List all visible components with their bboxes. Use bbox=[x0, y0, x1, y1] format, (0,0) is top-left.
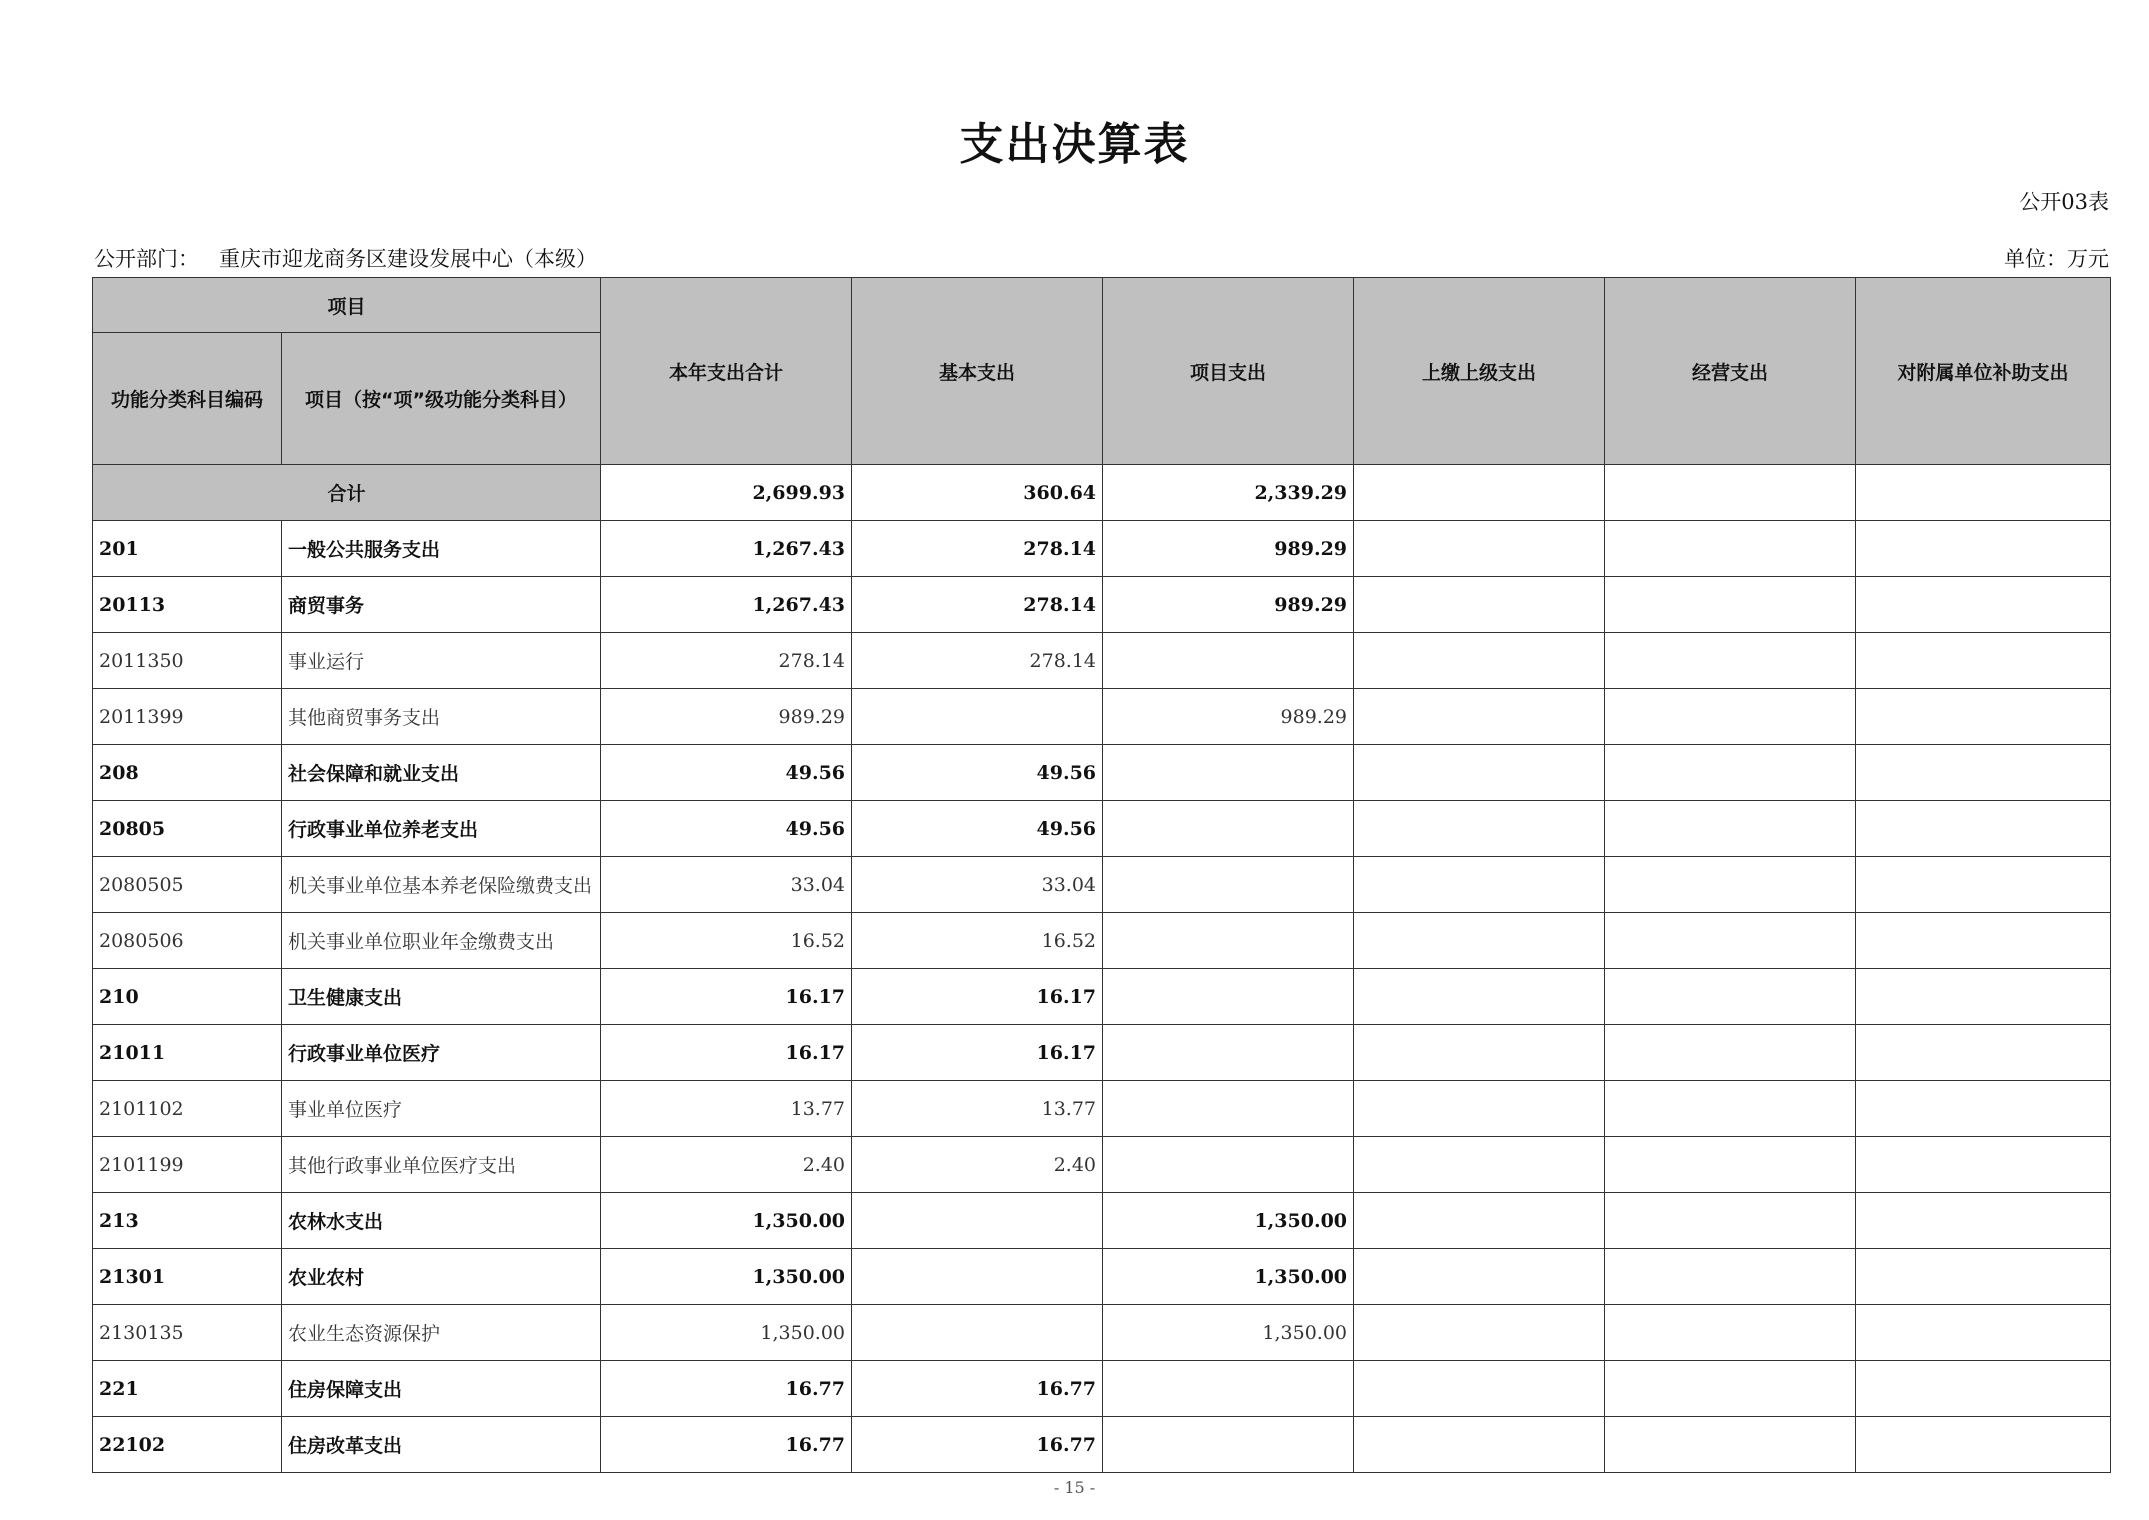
business-cell bbox=[1605, 857, 1856, 913]
department-name: 重庆市迎龙商务区建设发展中心（本级） bbox=[219, 247, 597, 271]
subsidy-cell bbox=[1856, 521, 2111, 577]
total-upper bbox=[1354, 465, 1605, 521]
item-name-cell: 商贸事务 bbox=[282, 577, 601, 633]
upper-cell bbox=[1354, 969, 1605, 1025]
item-name-cell: 住房保障支出 bbox=[282, 1361, 601, 1417]
header-code: 功能分类科目编码 bbox=[93, 333, 282, 465]
total-cell: 49.56 bbox=[601, 745, 852, 801]
page-number: - 15 - bbox=[1053, 1478, 1096, 1497]
business-cell bbox=[1605, 633, 1856, 689]
item-name-cell: 事业运行 bbox=[282, 633, 601, 689]
table-row bbox=[93, 689, 2111, 745]
basic-cell: 278.14 bbox=[852, 577, 1103, 633]
table-row bbox=[93, 1025, 2111, 1081]
table-row bbox=[93, 857, 2111, 913]
project-cell: 989.29 bbox=[1103, 577, 1354, 633]
code-cell: 20805 bbox=[93, 801, 282, 857]
basic-cell bbox=[852, 1249, 1103, 1305]
basic-cell: 16.52 bbox=[852, 913, 1103, 969]
business-cell bbox=[1605, 1249, 1856, 1305]
subsidy-cell bbox=[1856, 577, 2111, 633]
item-name-cell: 农业生态资源保护 bbox=[282, 1305, 601, 1361]
project-cell bbox=[1103, 1361, 1354, 1417]
subsidy-cell bbox=[1856, 1081, 2111, 1137]
basic-cell: 16.17 bbox=[852, 969, 1103, 1025]
code-cell: 2101102 bbox=[93, 1081, 282, 1137]
table-row bbox=[93, 1081, 2111, 1137]
basic-cell bbox=[852, 689, 1103, 745]
total-cell: 16.77 bbox=[601, 1417, 852, 1473]
upper-cell bbox=[1354, 857, 1605, 913]
subsidy-cell bbox=[1856, 1249, 2111, 1305]
subsidy-cell bbox=[1856, 1193, 2111, 1249]
item-name-cell: 事业单位医疗 bbox=[282, 1081, 601, 1137]
project-cell bbox=[1103, 801, 1354, 857]
code-cell: 210 bbox=[93, 969, 282, 1025]
upper-cell bbox=[1354, 913, 1605, 969]
subsidy-cell bbox=[1856, 969, 2111, 1025]
basic-cell bbox=[852, 1193, 1103, 1249]
project-cell bbox=[1103, 745, 1354, 801]
project-cell bbox=[1103, 633, 1354, 689]
upper-cell bbox=[1354, 1249, 1605, 1305]
item-name-cell: 农业农村 bbox=[282, 1249, 601, 1305]
subsidy-cell bbox=[1856, 689, 2111, 745]
header-business: 经营支出 bbox=[1605, 278, 1856, 465]
basic-cell: 2.40 bbox=[852, 1137, 1103, 1193]
business-cell bbox=[1605, 1361, 1856, 1417]
business-cell bbox=[1605, 1193, 1856, 1249]
total-cell: 1,267.43 bbox=[601, 577, 852, 633]
header-basic: 基本支出 bbox=[852, 278, 1103, 465]
business-cell bbox=[1605, 969, 1856, 1025]
project-cell bbox=[1103, 1081, 1354, 1137]
table-row bbox=[93, 1361, 2111, 1417]
item-name-cell: 行政事业单位医疗 bbox=[282, 1025, 601, 1081]
table-row bbox=[93, 801, 2111, 857]
table-row bbox=[93, 1305, 2111, 1361]
table-row bbox=[93, 1249, 2111, 1305]
project-cell: 989.29 bbox=[1103, 521, 1354, 577]
total-cell: 1,350.00 bbox=[601, 1249, 852, 1305]
basic-cell: 16.77 bbox=[852, 1417, 1103, 1473]
department-label: 公开部门： bbox=[94, 247, 199, 271]
upper-cell bbox=[1354, 633, 1605, 689]
subsidy-cell bbox=[1856, 913, 2111, 969]
project-cell: 1,350.00 bbox=[1103, 1193, 1354, 1249]
expenditure-table bbox=[92, 277, 2111, 1473]
business-cell bbox=[1605, 1025, 1856, 1081]
project-cell: 1,350.00 bbox=[1103, 1249, 1354, 1305]
form-number: 公开03表 bbox=[2019, 190, 2109, 214]
upper-cell bbox=[1354, 1361, 1605, 1417]
total-project: 2,339.29 bbox=[1103, 465, 1354, 521]
header-subsidy: 对附属单位补助支出 bbox=[1856, 278, 2111, 465]
item-name-cell: 其他行政事业单位医疗支出 bbox=[282, 1137, 601, 1193]
table-row bbox=[93, 745, 2111, 801]
subsidy-cell bbox=[1856, 745, 2111, 801]
upper-cell bbox=[1354, 689, 1605, 745]
total-cell: 16.17 bbox=[601, 1025, 852, 1081]
total-cell: 49.56 bbox=[601, 801, 852, 857]
total-business bbox=[1605, 465, 1856, 521]
project-cell bbox=[1103, 1137, 1354, 1193]
total-cell: 1,350.00 bbox=[601, 1193, 852, 1249]
subsidy-cell bbox=[1856, 857, 2111, 913]
header-project: 项目 bbox=[93, 278, 601, 333]
item-name-cell: 其他商贸事务支出 bbox=[282, 689, 601, 745]
basic-cell: 49.56 bbox=[852, 801, 1103, 857]
department-line bbox=[94, 243, 597, 273]
project-cell: 1,350.00 bbox=[1103, 1305, 1354, 1361]
basic-cell: 16.77 bbox=[852, 1361, 1103, 1417]
item-name-cell: 机关事业单位基本养老保险缴费支出 bbox=[282, 857, 601, 913]
business-cell bbox=[1605, 689, 1856, 745]
business-cell bbox=[1605, 801, 1856, 857]
table-row bbox=[93, 577, 2111, 633]
subsidy-cell bbox=[1856, 1417, 2111, 1473]
subsidy-cell bbox=[1856, 1137, 2111, 1193]
page-title: 支出决算表 bbox=[959, 119, 1190, 170]
total-cell: 2.40 bbox=[601, 1137, 852, 1193]
code-cell: 208 bbox=[93, 745, 282, 801]
code-cell: 2080505 bbox=[93, 857, 282, 913]
upper-cell bbox=[1354, 1081, 1605, 1137]
basic-cell bbox=[852, 1305, 1103, 1361]
item-name-cell: 一般公共服务支出 bbox=[282, 521, 601, 577]
subsidy-cell bbox=[1856, 1025, 2111, 1081]
table-row bbox=[93, 1137, 2111, 1193]
total-subsidy bbox=[1856, 465, 2111, 521]
business-cell bbox=[1605, 1081, 1856, 1137]
subsidy-cell bbox=[1856, 801, 2111, 857]
table-row bbox=[93, 913, 2111, 969]
business-cell bbox=[1605, 1417, 1856, 1473]
code-cell: 2011399 bbox=[93, 689, 282, 745]
total-cell: 13.77 bbox=[601, 1081, 852, 1137]
table-row bbox=[93, 969, 2111, 1025]
business-cell bbox=[1605, 1137, 1856, 1193]
upper-cell bbox=[1354, 1137, 1605, 1193]
table-row bbox=[93, 1417, 2111, 1473]
subsidy-cell bbox=[1856, 1361, 2111, 1417]
item-name-cell: 住房改革支出 bbox=[282, 1417, 601, 1473]
unit-label: 单位：万元 bbox=[2004, 247, 2109, 271]
code-cell: 2101199 bbox=[93, 1137, 282, 1193]
code-cell: 201 bbox=[93, 521, 282, 577]
project-cell bbox=[1103, 1417, 1354, 1473]
upper-cell bbox=[1354, 577, 1605, 633]
total-cell: 33.04 bbox=[601, 857, 852, 913]
total-label: 合计 bbox=[93, 465, 601, 521]
upper-cell bbox=[1354, 1193, 1605, 1249]
code-cell: 21011 bbox=[93, 1025, 282, 1081]
code-cell: 21301 bbox=[93, 1249, 282, 1305]
item-name-cell: 行政事业单位养老支出 bbox=[282, 801, 601, 857]
upper-cell bbox=[1354, 1305, 1605, 1361]
total-cell: 278.14 bbox=[601, 633, 852, 689]
total-amount: 2,699.93 bbox=[601, 465, 852, 521]
project-cell: 989.29 bbox=[1103, 689, 1354, 745]
header-project-expense: 项目支出 bbox=[1103, 278, 1354, 465]
upper-cell bbox=[1354, 1417, 1605, 1473]
subsidy-cell bbox=[1856, 1305, 2111, 1361]
basic-cell: 13.77 bbox=[852, 1081, 1103, 1137]
business-cell bbox=[1605, 521, 1856, 577]
total-cell: 16.52 bbox=[601, 913, 852, 969]
total-row bbox=[93, 465, 2111, 521]
total-cell: 1,350.00 bbox=[601, 1305, 852, 1361]
upper-cell bbox=[1354, 521, 1605, 577]
item-name-cell: 卫生健康支出 bbox=[282, 969, 601, 1025]
upper-cell bbox=[1354, 801, 1605, 857]
subsidy-cell bbox=[1856, 633, 2111, 689]
basic-cell: 49.56 bbox=[852, 745, 1103, 801]
header-total: 本年支出合计 bbox=[601, 278, 852, 465]
project-cell bbox=[1103, 1025, 1354, 1081]
project-cell bbox=[1103, 969, 1354, 1025]
item-name-cell: 社会保障和就业支出 bbox=[282, 745, 601, 801]
table-row bbox=[93, 633, 2111, 689]
business-cell bbox=[1605, 913, 1856, 969]
total-cell: 1,267.43 bbox=[601, 521, 852, 577]
item-name-cell: 农林水支出 bbox=[282, 1193, 601, 1249]
item-name-cell: 机关事业单位职业年金缴费支出 bbox=[282, 913, 601, 969]
code-cell: 2080506 bbox=[93, 913, 282, 969]
code-cell: 213 bbox=[93, 1193, 282, 1249]
code-cell: 221 bbox=[93, 1361, 282, 1417]
business-cell bbox=[1605, 1305, 1856, 1361]
code-cell: 2130135 bbox=[93, 1305, 282, 1361]
project-cell bbox=[1103, 857, 1354, 913]
project-cell bbox=[1103, 913, 1354, 969]
total-cell: 989.29 bbox=[601, 689, 852, 745]
basic-cell: 278.14 bbox=[852, 633, 1103, 689]
upper-cell bbox=[1354, 745, 1605, 801]
table-row bbox=[93, 1193, 2111, 1249]
basic-cell: 278.14 bbox=[852, 521, 1103, 577]
code-cell: 22102 bbox=[93, 1417, 282, 1473]
header-item: 项目（按“项”级功能分类科目） bbox=[282, 333, 601, 465]
code-cell: 20113 bbox=[93, 577, 282, 633]
header-upper: 上缴上级支出 bbox=[1354, 278, 1605, 465]
total-cell: 16.77 bbox=[601, 1361, 852, 1417]
upper-cell bbox=[1354, 1025, 1605, 1081]
basic-cell: 16.17 bbox=[852, 1025, 1103, 1081]
business-cell bbox=[1605, 577, 1856, 633]
total-basic: 360.64 bbox=[852, 465, 1103, 521]
total-cell: 16.17 bbox=[601, 969, 852, 1025]
business-cell bbox=[1605, 745, 1856, 801]
code-cell: 2011350 bbox=[93, 633, 282, 689]
table-row bbox=[93, 521, 2111, 577]
basic-cell: 33.04 bbox=[852, 857, 1103, 913]
